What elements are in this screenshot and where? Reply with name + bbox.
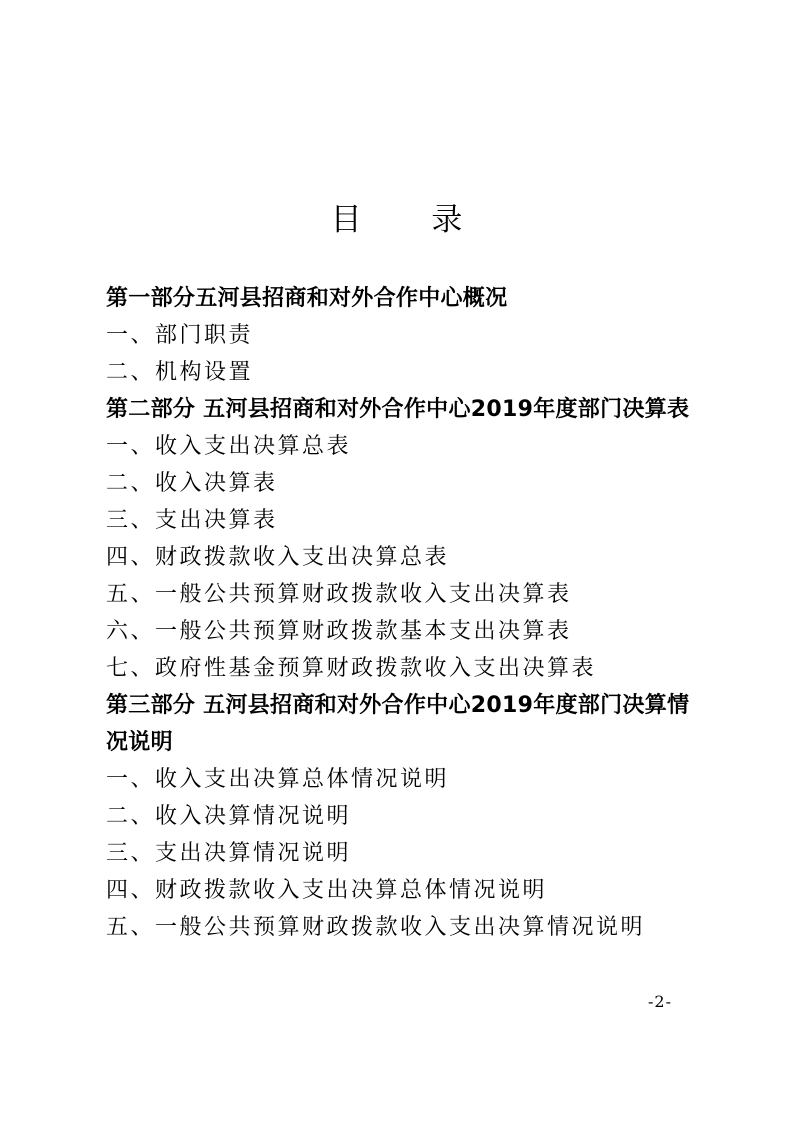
- page-number: -2-: [648, 992, 672, 1011]
- toc-item: 二、收入决算情况说明: [106, 804, 352, 829]
- toc-item: 五、一般公共预算财政拨款收入支出决算情况说明: [106, 915, 646, 940]
- toc-item: 四、财政拨款收入支出决算总体情况说明: [106, 878, 548, 903]
- section-heading-3: 第三部分 五河县招商和对外合作中心2019年度部门决算情况说明: [106, 693, 690, 755]
- toc-item: 四、财政拨款收入支出决算总表: [106, 545, 450, 570]
- toc-item: 一、收入支出决算总表: [106, 434, 352, 459]
- toc-item: 二、收入决算表: [106, 471, 278, 496]
- toc-item: 三、支出决算情况说明: [106, 841, 352, 866]
- toc-item: 二、机构设置: [106, 360, 254, 385]
- toc-item: 五、一般公共预算财政拨款收入支出决算表: [106, 582, 572, 607]
- section-heading-2: 第二部分 五河县招商和对外合作中心2019年度部门决算表: [106, 397, 690, 422]
- toc-item: 六、一般公共预算财政拨款基本支出决算表: [106, 619, 572, 644]
- toc-item: 一、收入支出决算总体情况说明: [106, 767, 450, 792]
- table-of-contents: [106, 280, 696, 946]
- toc-item: 七、政府性基金预算财政拨款收入支出决算表: [106, 656, 597, 681]
- section-heading-1: 第一部分五河县招商和对外合作中心概况: [106, 286, 508, 311]
- toc-title: 目 录: [330, 202, 493, 238]
- toc-item: 三、支出决算表: [106, 508, 278, 533]
- toc-item: 一、部门职责: [106, 323, 254, 348]
